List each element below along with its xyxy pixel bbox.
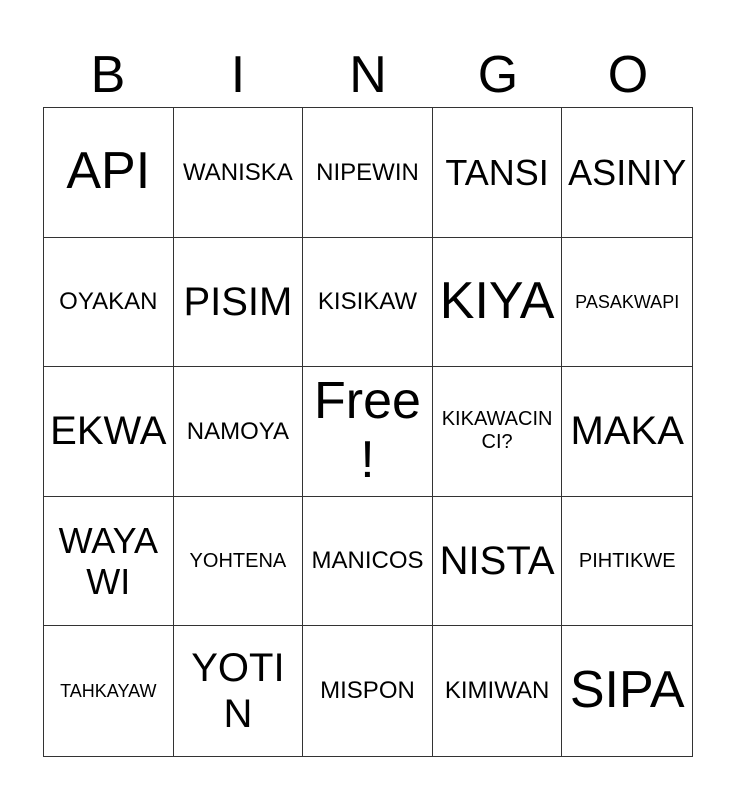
bingo-header (43, 44, 693, 106)
bingo-cell[interactable]: TAHKAYAW (44, 626, 174, 756)
bingo-cell[interactable]: ASINIY (562, 108, 692, 238)
header-letter-o: O (607, 46, 649, 104)
bingo-cell[interactable]: OYAKAN (44, 238, 174, 368)
bingo-cell[interactable]: API (44, 108, 174, 238)
bingo-cell[interactable]: MISPON (303, 626, 433, 756)
header-letter-b: B (90, 46, 126, 104)
bingo-cell[interactable]: TANSI (433, 108, 563, 238)
bingo-cell[interactable]: WANISKA (174, 108, 304, 238)
bingo-cell[interactable]: NISTA (433, 497, 563, 627)
bingo-cell[interactable]: YOHTENA (174, 497, 304, 627)
bingo-cell[interactable]: KIMIWAN (433, 626, 563, 756)
bingo-cell[interactable]: WAYAWI (44, 497, 174, 627)
header-letter-i: I (230, 46, 246, 104)
header-letter-n: N (349, 46, 387, 104)
bingo-cell[interactable]: KISIKAW (303, 238, 433, 368)
bingo-cell[interactable]: NAMOYA (174, 367, 304, 497)
bingo-cell[interactable]: YOTIN (174, 626, 304, 756)
header-letter-g: G (477, 46, 519, 104)
bingo-cell[interactable]: SIPA (569, 661, 685, 720)
free-space-cell[interactable]: Free! (303, 367, 433, 497)
bingo-cell[interactable]: PASAKWAPI (562, 238, 692, 368)
bingo-cell[interactable]: KIKAWACIN CI? (433, 367, 563, 497)
bingo-cell[interactable]: PISIM (174, 238, 304, 368)
bingo-cell[interactable]: EKWA (44, 367, 174, 497)
bingo-cell[interactable]: PIHTIKWE (562, 497, 692, 627)
bingo-cell[interactable]: MAKA (562, 367, 692, 497)
bingo-cell[interactable]: MANICOS (303, 497, 433, 627)
bingo-cell[interactable]: NIPEWIN (303, 108, 433, 238)
bingo-board (43, 107, 693, 757)
bingo-cell[interactable]: KIYA (433, 238, 563, 368)
